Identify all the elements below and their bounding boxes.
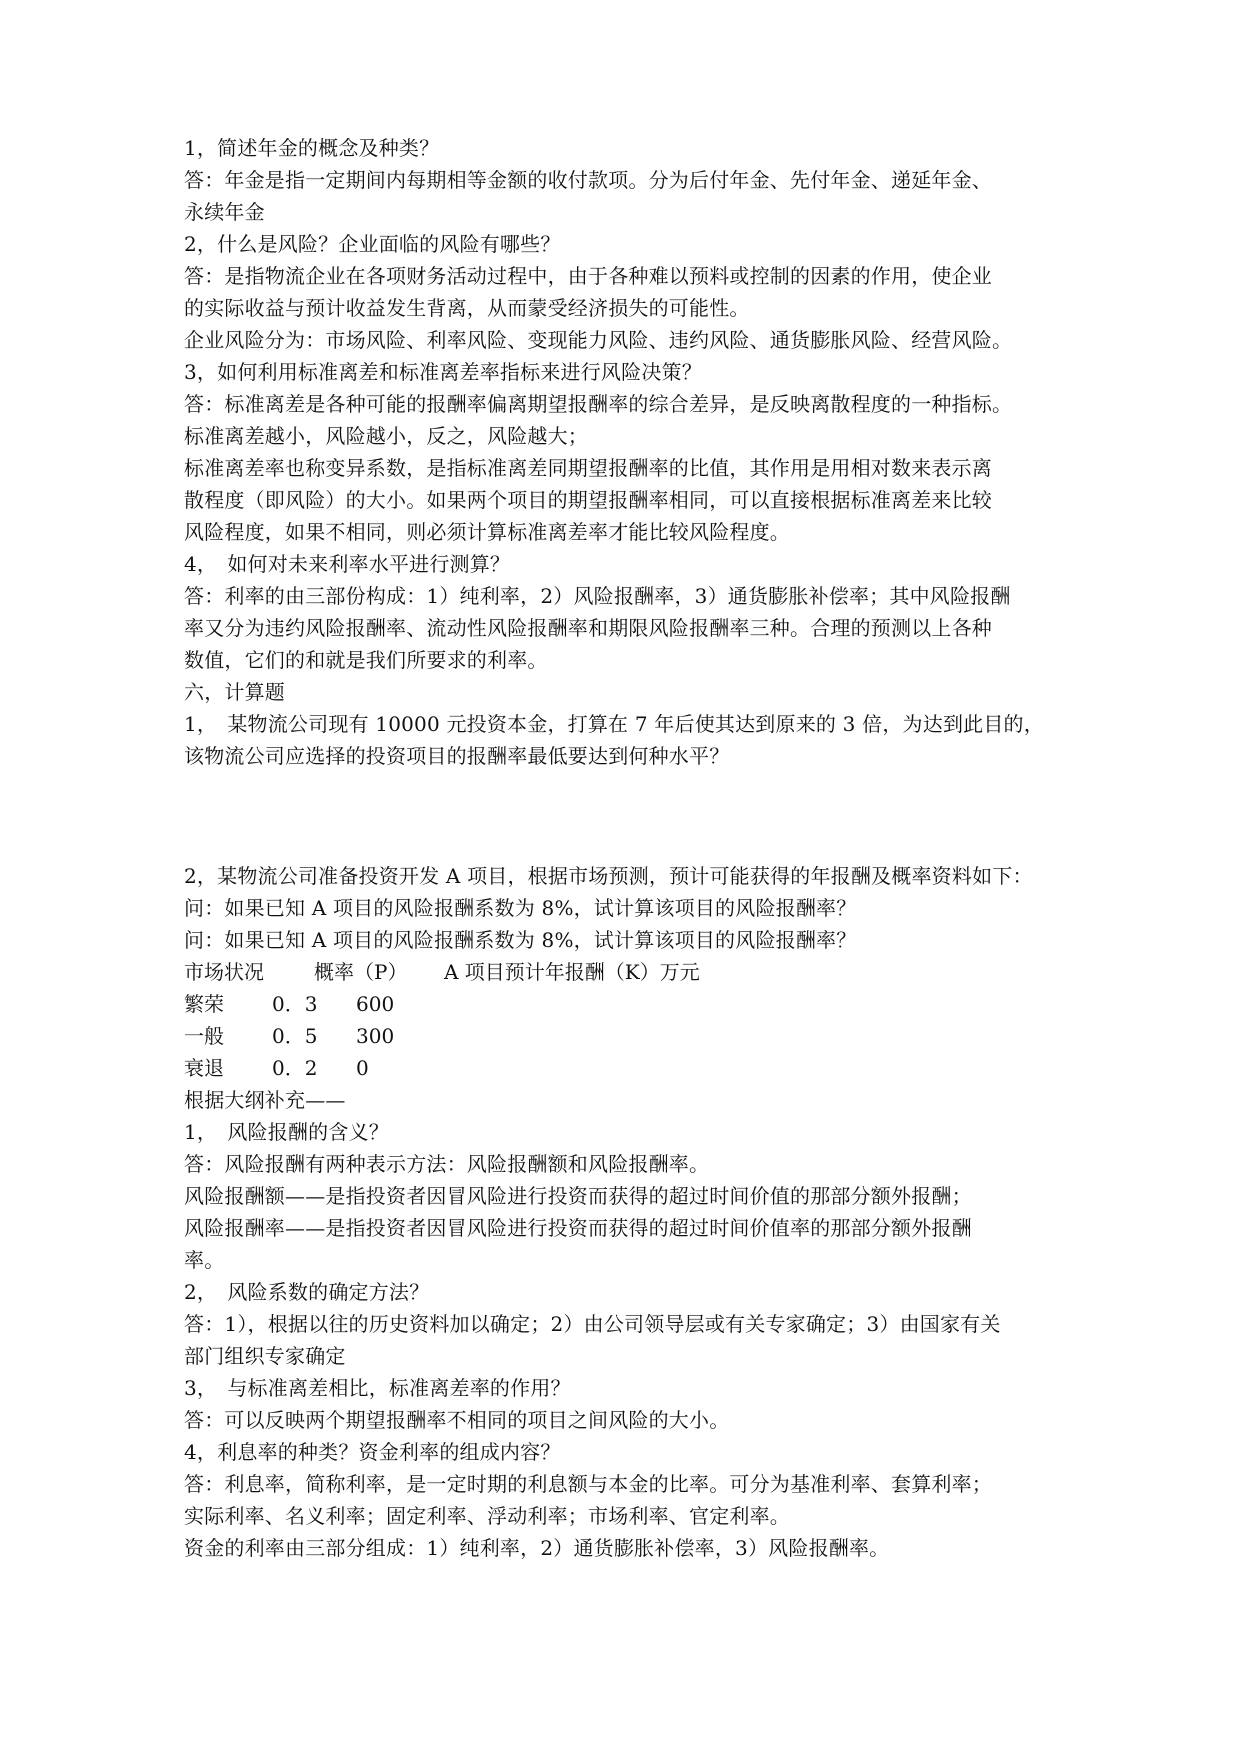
answer-line: 的实际收益与预计收益发生背离，从而蒙受经济损失的可能性。 xyxy=(184,296,750,320)
answer-line: 散程度（即风险）的大小。如果两个项目的期望报酬率相同，可以直接根据标准离差来比较 xyxy=(184,488,992,512)
table-cell: 0．2 xyxy=(272,1056,318,1080)
answer-line: 率。 xyxy=(184,1248,225,1272)
answer-line: 风险报酬额——是指投资者因冒风险进行投资而获得的超过时间价值的那部分额外报酬； xyxy=(184,1184,972,1208)
answer-line: 答：1），根据以往的历史资料加以确定；2）由公司领导层或有关专家确定；3）由国家有关 xyxy=(184,1312,1001,1336)
question-title: 4，利息率的种类？资金利率的组成内容？ xyxy=(184,1440,561,1464)
answer-line: 标准离差率也称变异系数，是指标准离差同期望报酬率的比值，其作用是用相对数来表示离 xyxy=(184,456,992,480)
problem-2-line: 2，某物流公司准备投资开发 A 项目，根据市场预测，预计可能获得的年报酬及概率资料如下： xyxy=(184,864,1033,888)
answer-line: 答：风险报酬有两种表示方法：风险报酬额和风险报酬率。 xyxy=(184,1152,710,1176)
table-cell: 0．5 xyxy=(272,1024,318,1048)
section-heading: 六，计算题 xyxy=(184,680,285,704)
table-cell: 300 xyxy=(356,1024,395,1048)
answer-line: 永续年金 xyxy=(184,200,265,224)
answer-line: 数值，它们的和就是我们所要求的利率。 xyxy=(184,648,548,672)
question-2-title: 2，什么是风险？企业面临的风险有哪些？ xyxy=(184,232,561,256)
answer-line: 答：标准离差是各种可能的报酬率偏离期望报酬率的综合差异，是反映离散程度的一种指标。 xyxy=(184,392,1013,416)
answer-line: 率又分为违约风险报酬率、流动性风险报酬率和期限风险报酬率三种。合理的预测以上各种 xyxy=(184,616,992,640)
answer-line: 部门组织专家确定 xyxy=(184,1344,346,1368)
table-cell: 0 xyxy=(356,1056,369,1080)
table-cell: 一般 xyxy=(184,1024,224,1048)
question-4-title: 4， 如何对未来利率水平进行测算？ xyxy=(184,552,511,576)
table-cell: 0．3 xyxy=(272,992,318,1016)
answer-line: 风险程度，如果不相同，则必须计算标准离差率才能比较风险程度。 xyxy=(184,520,790,544)
answer-line: 答：可以反映两个期望报酬率不相同的项目之间风险的大小。 xyxy=(184,1408,730,1432)
table-header-cell: 市场状况 xyxy=(184,960,264,984)
question-title: 3， 与标准离差相比，标准离差率的作用？ xyxy=(184,1376,571,1400)
table-cell: 衰退 xyxy=(184,1056,224,1080)
answer-line: 实际利率、名义利率；固定利率、浮动利率；市场利率、官定利率。 xyxy=(184,1504,790,1528)
answer-line: 风险报酬率——是指投资者因冒风险进行投资而获得的超过时间价值率的那部分额外报酬 xyxy=(184,1216,972,1240)
table-header-cell: A 项目预计年报酬（K）万元 xyxy=(444,960,700,984)
answer-line: 答：年金是指一定期间内每期相等金额的收付款项。分为后付年金、先付年金、递延年金、 xyxy=(184,168,992,192)
answer-line: 答：利率的由三部份构成：1）纯利率，2）风险报酬率，3）通货膨胀补偿率；其中风险报酬 xyxy=(184,584,1011,608)
section-heading: 根据大纲补充—— xyxy=(184,1088,346,1112)
answer-line: 标准离差越小，风险越小，反之，风险越大； xyxy=(184,424,588,448)
problem-1-line: 该物流公司应选择的投资项目的报酬率最低要达到何种水平？ xyxy=(184,744,730,768)
problem-2-question: 问：如果已知 A 项目的风险报酬系数为 8%，试计算该项目的风险报酬率？ xyxy=(184,896,857,920)
question-title: 1， 风险报酬的含义？ xyxy=(184,1120,389,1144)
answer-line: 企业风险分为：市场风险、利率风险、变现能力风险、违约风险、通货膨胀风险、经营风险。 xyxy=(184,328,1013,352)
answer-line: 答：利息率，简称利率，是一定时期的利息额与本金的比率。可分为基准利率、套算利率； xyxy=(184,1472,992,1496)
table-cell: 繁荣 xyxy=(184,992,224,1016)
answer-line: 资金的利率由三部分组成：1）纯利率，2）通货膨胀补偿率，3）风险报酬率。 xyxy=(184,1536,890,1560)
question-title: 2， 风险系数的确定方法？ xyxy=(184,1280,430,1304)
problem-2-question: 问：如果已知 A 项目的风险报酬系数为 8%，试计算该项目的风险报酬率？ xyxy=(184,928,857,952)
question-1-title: 1，简述年金的概念及种类？ xyxy=(184,136,440,160)
answer-line: 答：是指物流企业在各项财务活动过程中，由于各种难以预料或控制的因素的作用，使企业 xyxy=(184,264,992,288)
question-3-title: 3，如何利用标准离差和标准离差率指标来进行风险决策？ xyxy=(184,360,702,384)
table-header-cell: 概率（P） xyxy=(314,960,408,984)
problem-1-line: 1， 某物流公司现有 10000 元投资本金，打算在 7 年后使其达到原来的 3 倍，为达到此目的， xyxy=(184,712,1044,736)
table-cell: 600 xyxy=(356,992,395,1016)
